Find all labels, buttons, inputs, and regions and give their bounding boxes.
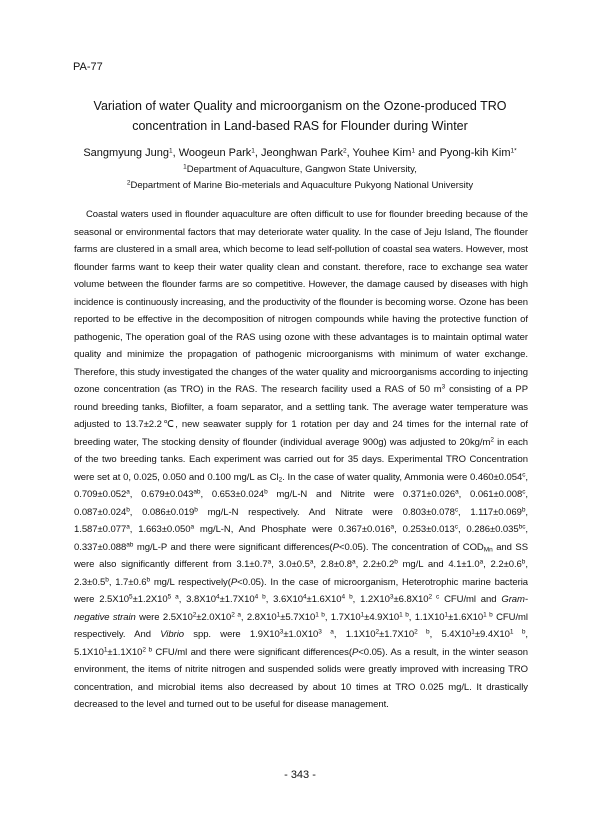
abstract-text: , 2.3±0.5 xyxy=(74,559,528,588)
affiliation-mark: 1 xyxy=(183,163,187,171)
abstract-text: Coastal waters used in flounder aquaculture are often difficult to use for flounder breeding because of the seasonal or environmental factors that may deteriorate water quality. In the case of Jeju Island, The flounder farms are clustered in a small area, which become to lead self-pollution of coastal sea waters. However, most flounder farms want to keep their water quality clean and constant. therefore, race to exchange sea water volume between the flounder farms are so competitive. However, the damage caused by diseases with high incidence is continuously increasing, and the productivity of the flounder is becoming worse. Ozone has been reported to be effective in the decomposition of nitrogen compounds while having the protective function of pathogenic, The operation goal of the RAS using ozone with these advantages is to maintain optimal water quality and minimize the propagation of pathogenic microorganisms with minimum of water exchange. Therefore, this study investigated the changes of the water quality and microorganisms according to injecting ozone concentration (as TRO) in the RAS. The research facility used a RAS of 50 m xyxy=(74,209,528,395)
superscript: 1 b xyxy=(315,611,325,618)
abstract-text: ±1.7X10 xyxy=(379,629,415,640)
superscript: b xyxy=(126,506,130,513)
abstract-text: consisting of a PP round breeding tanks, Biofilter, a foam separator, and a settling tank. The average water temperature was adjusted to 13.7±2.2℃, new seawater supply for 1 rotation per day and 24 times for the internal rate of breeding water, The stocking density of flounder (individual average 900g) was adjusted to 20kg/m xyxy=(74,384,528,448)
superscript: a xyxy=(267,558,272,566)
abstract-text: , 2.2±0.6 xyxy=(483,559,522,570)
abstract-text: were 2.5X10 xyxy=(135,611,193,623)
abstract-text: ±2.0X10 xyxy=(196,611,232,623)
abstract-text: , 0.679±0.043 xyxy=(129,489,194,500)
abstract-text: ±1.6X10 xyxy=(306,594,342,605)
italic-term: Vibrio xyxy=(160,629,185,640)
superscript: c xyxy=(454,523,458,531)
abstract-text: , 0.286±0.035 xyxy=(457,524,519,535)
abstract-text: , 1.117±0.069 xyxy=(458,506,522,518)
abstract-text: ±1.1X10 xyxy=(107,646,143,658)
paper-title xyxy=(40,96,560,136)
superscript: 1 xyxy=(360,611,365,618)
superscript: b xyxy=(146,576,151,583)
superscript: a xyxy=(126,488,130,496)
abstract-text: , 3.6X10 xyxy=(265,594,303,605)
author-affiliation-mark: 2 xyxy=(343,147,347,155)
superscript: 2 xyxy=(375,628,380,636)
abstract-text: , 0.087±0.024 xyxy=(74,489,528,518)
author-name: Jeonghwan Park xyxy=(261,147,343,159)
superscript: 4 b xyxy=(341,593,353,601)
abstract-text: , 0.253±0.013 xyxy=(394,524,455,535)
abstract-text: . In the case of water quality, Ammonia were 0.460±0.054 xyxy=(282,471,523,483)
abstract-text: CFU/ml respectively. And xyxy=(74,611,528,640)
superscript: c xyxy=(522,471,526,478)
superscript: 5 a xyxy=(167,593,179,601)
superscript: b xyxy=(105,576,109,583)
affiliation-mark: 2 xyxy=(126,179,131,187)
abstract-text: mg/L-N respectively. And Nitrate were 0.803±0.078 xyxy=(197,506,455,518)
author-affiliation-mark: 1 xyxy=(411,147,416,155)
abstract-text: , 1.587±0.077 xyxy=(74,506,528,535)
abstract-text: CFU/ml and xyxy=(439,594,502,605)
superscript: 1 xyxy=(103,646,108,653)
superscript: a xyxy=(479,558,484,566)
superscript: 2 xyxy=(192,611,197,618)
abstract-text: in each of the two breeding tanks. Each experiment was carried out for 35 days. Experimental TRO Concentration were set at 0, 0.025, 0.050 and 0.100 mg/L as Cl xyxy=(74,436,529,483)
abstract-text: , 1.1X10 xyxy=(333,629,376,640)
superscript: b xyxy=(264,488,268,496)
abstract-text: , 0.653±0.024 xyxy=(200,489,265,500)
title-line-2: concentration in Land-based RAS for Flounder during Winter xyxy=(132,119,468,133)
abstract-text: , 1.7±0.6 xyxy=(108,576,147,588)
abstract-body xyxy=(74,206,528,714)
abstract-text: , 3.8X10 xyxy=(178,594,216,605)
subscript: 2 xyxy=(278,476,283,483)
superscript: 4 xyxy=(216,593,220,601)
author-name: Pyong-kih Kim xyxy=(439,147,511,159)
superscript: bc xyxy=(518,523,526,531)
superscript: 3 xyxy=(389,593,394,601)
superscript: a xyxy=(190,523,195,531)
superscript: ab xyxy=(193,488,201,496)
superscript: 1 b xyxy=(509,628,526,636)
abstract-text: , 2.2±0.2 xyxy=(355,559,395,570)
abstract-text: mg/L-N, And Phosphate were 0.367±0.016 xyxy=(194,524,391,535)
superscript: 3 xyxy=(279,628,284,636)
abstract-text: , 0.061±0.008 xyxy=(458,489,523,500)
superscript: 2 b xyxy=(142,646,153,653)
superscript: a xyxy=(309,558,314,566)
superscript: 3 xyxy=(441,383,446,391)
author-separator: , xyxy=(254,147,262,159)
italic-term: P xyxy=(230,576,238,588)
abstract-text: , 1.2X10 xyxy=(352,594,390,605)
author-name: Woogeun Park xyxy=(178,147,252,159)
superscript: 1 xyxy=(444,611,449,618)
italic-term: Gram-negative strain xyxy=(74,594,529,623)
superscript: b xyxy=(521,558,526,566)
page-number: - 343 - xyxy=(284,769,316,781)
author-name: Youhee Kim xyxy=(352,147,412,159)
italic-term: P xyxy=(332,541,339,553)
abstract-text: , 5.4X10 xyxy=(429,629,472,640)
superscript: a xyxy=(352,558,356,566)
abstract-text: ±5.7X10 xyxy=(280,611,316,623)
superscript: c xyxy=(522,488,526,496)
author-separator: , xyxy=(172,147,179,159)
abstract-text: mg/L-P and there were significant differences( xyxy=(133,541,333,553)
superscript: 1 b xyxy=(399,611,409,618)
superscript: a xyxy=(390,523,395,531)
superscript: 4 b xyxy=(254,593,266,601)
superscript: b xyxy=(394,558,398,566)
abstract-text: , 2.8±0.8 xyxy=(313,559,353,570)
author-separator: and xyxy=(415,147,440,159)
abstract-text: , 3.0±0.5 xyxy=(271,559,310,570)
superscript: 2 b xyxy=(414,628,430,636)
abstract-text: and SS were also significantly different from 3.1±0.7 xyxy=(74,541,528,570)
superscript: 1 b xyxy=(483,611,493,618)
superscript: 2 xyxy=(490,436,494,443)
superscript: ab xyxy=(126,541,134,548)
affiliation-text: Department of Marine Bio-meterials and Aquaculture Pukyong National University xyxy=(130,180,474,191)
affiliation-1 xyxy=(40,164,560,176)
abstract-text: <0.05). As a result, in the winter season environment, the items of nitrite nitrogen and suspended solids were greatly improved with increasing TRO concentration, and microbial items also decreased by about 10 times at TRO 0.025 mg/L. It drastically decreased to the level and turned out to be useful for disease management. xyxy=(74,646,529,710)
abstract-text: , 1.1X10 xyxy=(408,611,445,623)
abstract-text: , 0.337±0.088 xyxy=(74,524,528,553)
abstract-text: ±1.6X10 xyxy=(448,611,484,623)
abstract-text: ±1.0X10 xyxy=(283,629,319,640)
author-name: Sangmyung Jung xyxy=(83,147,169,159)
author-affiliation-mark: 1* xyxy=(510,147,517,155)
superscript: 1 xyxy=(276,611,281,618)
author-list xyxy=(40,146,560,160)
superscript: 2 c xyxy=(428,593,440,601)
abstract-text: , 2.8X10 xyxy=(240,611,277,623)
subscript: Mn xyxy=(483,546,493,553)
superscript: c xyxy=(454,506,459,513)
superscript: 4 xyxy=(302,593,307,601)
abstract-text: , 1.7X10 xyxy=(324,611,361,623)
abstract-text: mg/L-N and Nitrite were 0.371±0.026 xyxy=(267,489,456,500)
abstract-text: , 0.709±0.052 xyxy=(74,471,528,500)
superscript: a xyxy=(455,488,459,496)
superscript: b xyxy=(521,506,526,513)
superscript: 1 xyxy=(471,628,475,636)
superscript: 3 a xyxy=(318,628,334,636)
superscript: a xyxy=(126,523,130,531)
superscript: b xyxy=(194,506,198,513)
abstract-text: <0.05). In the case of microorganism, Heterotrophic marine bacteria were 2.5X10 xyxy=(74,576,528,605)
abstract-text: mg/L and 4.1±1.0 xyxy=(397,559,480,570)
author-affiliation-mark: 1 xyxy=(168,147,173,155)
abstract-text: CFU/ml and there were significant differences( xyxy=(152,646,352,658)
abstract-text: , 0.086±0.019 xyxy=(129,506,195,518)
abstract-text: mg/L respectively( xyxy=(150,576,231,588)
author-affiliation-mark: 1 xyxy=(251,147,255,155)
superscript: 5 xyxy=(129,593,133,601)
abstract-text: ±1.2X10 xyxy=(132,594,168,605)
abstract-text: ±1.7X10 xyxy=(219,594,255,605)
italic-term: P xyxy=(351,646,359,658)
page-id: PA-77 xyxy=(73,61,103,73)
abstract-text: ±9.4X10 xyxy=(474,629,510,640)
abstract-text: <0.05). The concentration of COD xyxy=(338,541,484,553)
title-line-1: Variation of water Quality and microorganism on the Ozone-produced TRO xyxy=(93,99,507,113)
abstract-text: ±6.8X10 xyxy=(393,594,429,605)
abstract-text: , 1.663±0.050 xyxy=(129,524,191,535)
abstract-text: ±4.9X10 xyxy=(364,611,400,623)
affiliation-2 xyxy=(40,180,560,192)
author-separator: , xyxy=(346,147,353,159)
affiliation-text: Department of Aquaculture, Gangwon State University, xyxy=(186,164,417,175)
superscript: 2 a xyxy=(231,611,241,618)
abstract-text: spp. were 1.9X10 xyxy=(184,629,280,640)
abstract-text: , 5.1X10 xyxy=(74,629,529,658)
